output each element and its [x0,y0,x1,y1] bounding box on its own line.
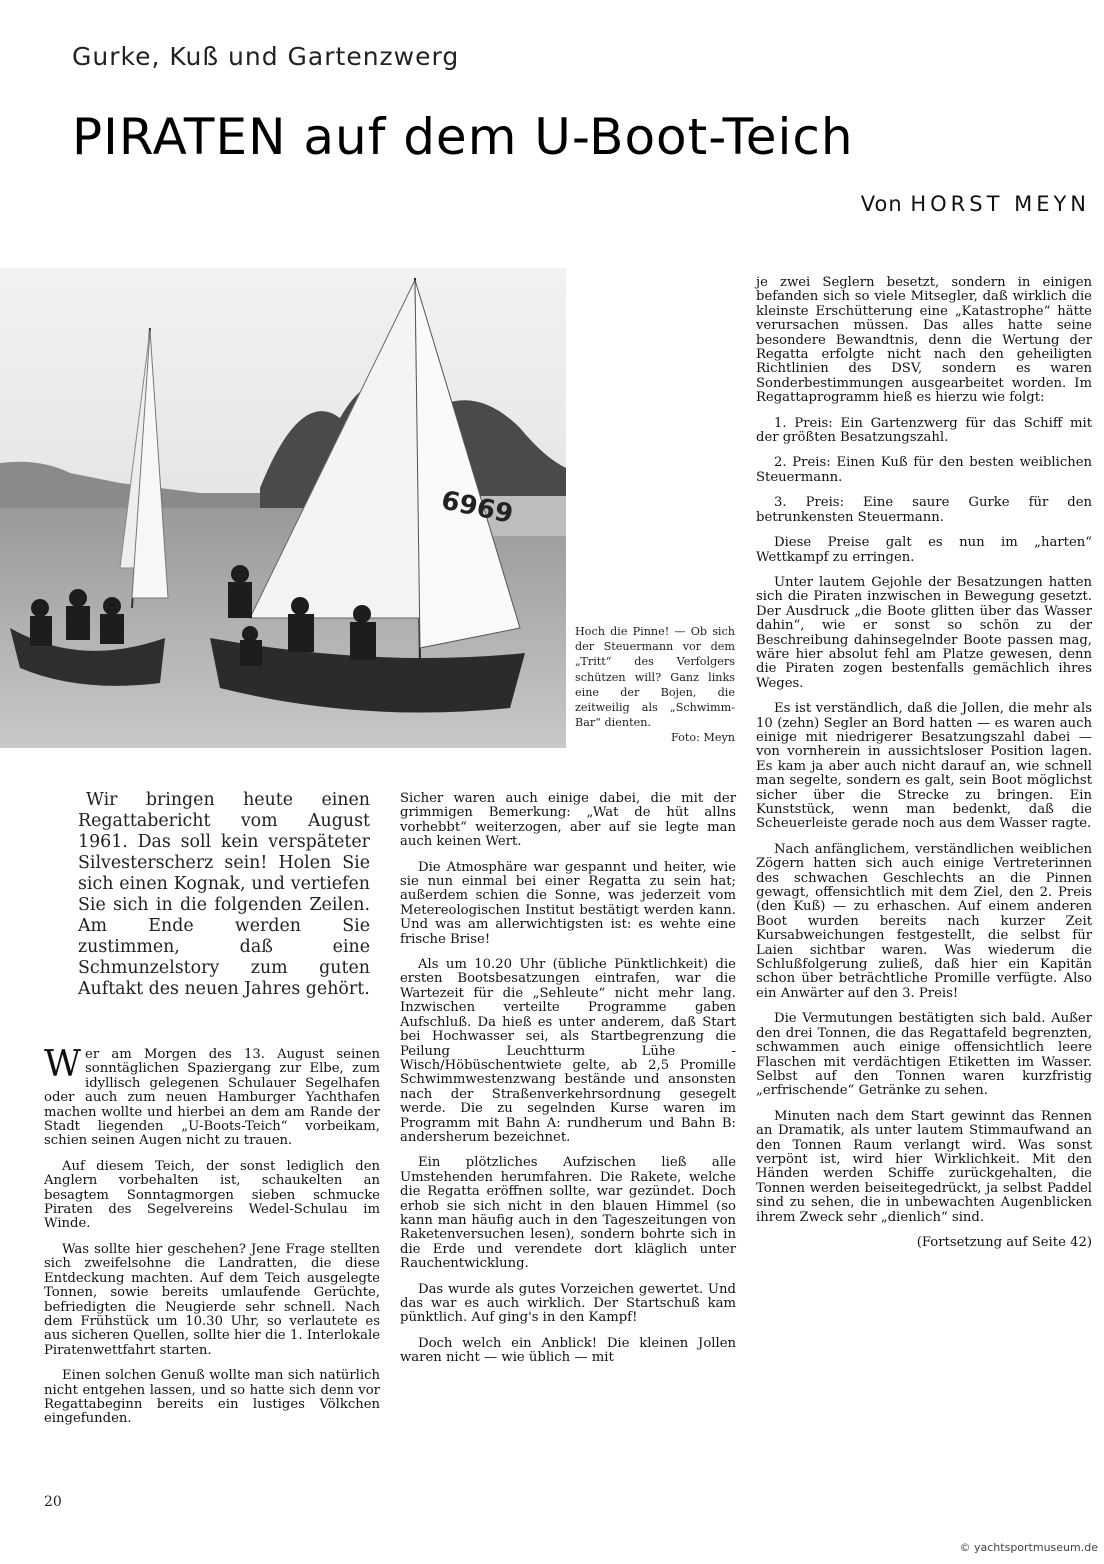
article-title: PIRATEN auf dem U-Boot-Teich [72,108,854,166]
photo-credit: Foto: Meyn [670,731,735,745]
drop-cap: W [44,1044,82,1085]
paragraph: Auf diesem Teich, der sonst lediglich den Anglern vorbehalten ist, schaukelten an besagtem Sonntagmorgen sieben schmucke Piraten des Segelvereins Wedel-Schulau im Winde. [44,1158,380,1232]
intro-paragraph: Wir bringen heute einen Regattabericht vom August 1961. Das soll kein verspäteter Silvesterscherz sein! Holen Sie sich einen Kognak, und vertiefen Sie sich in die folgenden Zeilen. Am Ende werden Sie zustimmen, daß eine Schmunzelstory zum guten Auftakt des neuen Jahres gehört. [78,790,370,999]
prize-2: 2. Preis: Einen Kuß für den besten weiblichen Steuermann. [756,455,1092,485]
author-name: HORST MEYN [910,192,1090,216]
byline [861,192,1090,216]
page-number: 20 [44,1494,62,1510]
paragraph: Einen solchen Genuß wollte man sich natürlich nicht entgehen lassen, und so hatte sich denn vor Regattabeginn bereits ein lustiges Völkchen eingefunden. [44,1368,380,1427]
paragraph: Minuten nach dem Start gewinnt das Rennen an Dramatik, als unter lautem Stimmaufwand an den Tonnen Raum verlangt wird. Was sonst verpönt ist, wird hier Wirklichkeit. Mit den Händen werden Schiffe zurückgehalten, die Tonnen werden beiseitegedrückt, ja selbst Paddel sind zu sehen, die in unbewachten Augenblicken ihrem Zweck sehr „dienlich“ sind. [756,1108,1092,1225]
prize-3: 3. Preis: Eine saure Gurke für den betrunkensten Steuermann. [756,495,1092,525]
column-1 [44,1044,380,1438]
prize-1: 1. Preis: Ein Gartenzwerg für das Schiff mit der größten Besatzungszahl. [756,415,1092,446]
paragraph: Diese Preise galt es nun im „harten“ Wettkampf zu erringen. [756,535,1092,565]
paragraph: Doch welch ein Anblick! Die kleinen Jollen waren nicht — wie üblich — mit [400,1335,736,1366]
paragraph: Es ist verständlich, daß die Jollen, die mehr als 10 (zehn) Segler an Bord hatten — es waren auch einige mit niedrigerer Besatzungszahl dabei — von vornherein in aussichtsloser Position lagen. Es kam ja aber auch nicht darauf an, wie schnell man segelte, sondern es galt, sein Boot möglichst sicher über die Strecke zu bringen. Ein Kunststück, wenn man bedenkt, daß die Scheuerleiste gerade noch aus dem Wasser ragte. [756,701,1092,832]
kicker-headline: Gurke, Kuß und Gartenzwerg [72,42,460,71]
paragraph: Die Vermutungen bestätigten sich bald. Außer den drei Tonnen, die das Regattafeld begrenzten, schwammen auch einige offensichtlich leere Flaschen mit verdächtigen Etiketten im Wasser. Selbst auf den Tonnen waren kurzfristig „erfrischende“ Getränke zu sehen. [756,1011,1092,1099]
paragraph: Unter lautem Gejohle der Besatzungen hatten sich die Piraten inzwischen in Bewegung gesetzt. Der Ausdruck „die Boote glitten über das Wasser dahin“, wie er sonst so schön zu der Beschreibung dahinsegelnder Boote passen mag, wäre hier absolut fehl am Platze gewesen, denn die Piraten zogen bestenfalls gemächlich ihres Weges. [756,574,1092,691]
byline-prefix: Von [860,192,903,216]
watermark: © yachtsportmuseum.de [959,1541,1098,1554]
photo-caption [575,624,735,746]
paragraph: Das wurde als gutes Vorzeichen gewertet. Und das war es auch wirklich. Der Startschuß kam pünktlich. Auf ging's in den Kampf! [400,1281,736,1326]
paragraph: Ein plötzliches Aufzischen ließ alle Umstehenden herumfahren. Die Rakete, welche die Regatta eröffnen sollte, war gezündet. Doch erhob sie sich nicht in den blauen Himmel (so kann man häufig auch in den Tageszeitungen von Raketenversuchen lesen), sondern bohrte sich in die Erde und verendete dort kläglich unter Rauchentwicklung. [400,1155,736,1272]
paragraph: Nach anfänglichem, verständlichen weiblichen Zögern hatten sich auch einige Vertreterinnen des schwachen Geschlechts an die Pinnen gewagt, offensichtlich mit dem Ziel, den 2. Preis (den Kuß) — zu erhaschen. Auf einem anderen Boot wurden bereits nach kurzer Zeit Kursabweichungen festgestellt, die selbst für Laien sichtbar waren. Was wiederum die Schlußfolgerung zuließ, daß hier ein Kapitän schon über beträchtliche Promille verfügte. Also ein Anwärter auf den 3. Preis! [756,841,1092,1001]
column-2 [400,792,736,1377]
paragraph: Was sollte hier geschehen? Jene Frage stellten sich zweifelsohne die Landratten, die diese Entdeckung machten. Auf dem Teich ausgelegte Tonnen, sowie bereits umlaufende Gerüchte, befriedigten die Neugierde sehr schnell. Nach dem Frühstück um 10.30 Uhr, so verlautete es aus sicheren Quellen, sollte hier die 1. Interlokale Piratenwettfahrt starten. [44,1241,380,1358]
sail-number: 6969 [438,485,516,530]
paragraph: Die Atmosphäre war gespannt und heiter, wie sie nun einmal bei einer Regatta zu sein hat; außerdem schien die Sonne, was jederzeit vom Metereologischen Institut bestätigt werden kann. Und was am allerwichtigsten ist: es wehte eine frische Brise! [400,859,736,947]
continuation-note: (Fortsetzung auf Seite 42) [916,1234,1092,1250]
paragraph: Sicher waren auch einige dabei, die mit der grimmigen Bemerkung: „Wat de hüt allns vorhebbt“ weiterzogen, aber auf sie legte man auch keinen Wert. [400,791,736,850]
paragraph: Als um 10.20 Uhr (übliche Pünktlichkeit) die ersten Bootsbesatzungen eintrafen, war die Wartezeit für die „Sehleute“ nicht mehr lang. Inzwischen verteilte Programme gaben Aufschluß. Da hieß es unter anderem, daß Start bei Hochwasser sei, als Startbegrenzung die Peilung Leuchtturm Lühe - Wisch/Höbüschentwiete gelte, ab 2,5 Promille Schwimmwestenzwang bestände und ansonsten nach der Straßenverkehrsordnung gesegelt werde. Die zu segelnden Kurse waren im Programm mit Bahn A: rundherum und Bahn B: andersherum bezeichnet. [400,957,736,1145]
column-3 [756,276,1092,1261]
paragraph: je zwei Seglern besetzt, sondern in einigen befanden sich so viele Mitsegler, daß wirklich die kleinste Erschütterung eine „Katastrophe“ hätte verursachen müssen. Das alles hatte seine besondere Bewandtnis, denn die Wertung der Regatta erfolgte nicht nach den geheiligten Richtlinien des DSV, sondern es waren Sonderbestimmungen ausgearbeitet worden. Im Regattaprogramm hieß es hierzu wie folgt: [756,275,1092,406]
intro-text [78,790,370,1000]
paragraph: Wer am Morgen des 13. August seinen sonntäglichen Spaziergang zur Elbe, zum idyllisch gelegenen Schulauer Segelhafen oder auch zum neuen Hamburger Yachthafen machen wollte und hierbei an dem am Rande der Stadt liegenden „U-Boots-Teich“ vorbeikam, schien seinen Augen nicht zu trauen. [44,1044,380,1149]
sailboat-illustration [0,268,566,748]
regatta-photo [0,268,566,748]
caption-text: Hoch die Pinne! — Ob sich der Steuermann vor dem „Tritt“ des Verfolgers schützen will? Ganz links eine der Bojen, die zeitweilig als „Schwimm-Bar“ dienten. [575,625,735,730]
